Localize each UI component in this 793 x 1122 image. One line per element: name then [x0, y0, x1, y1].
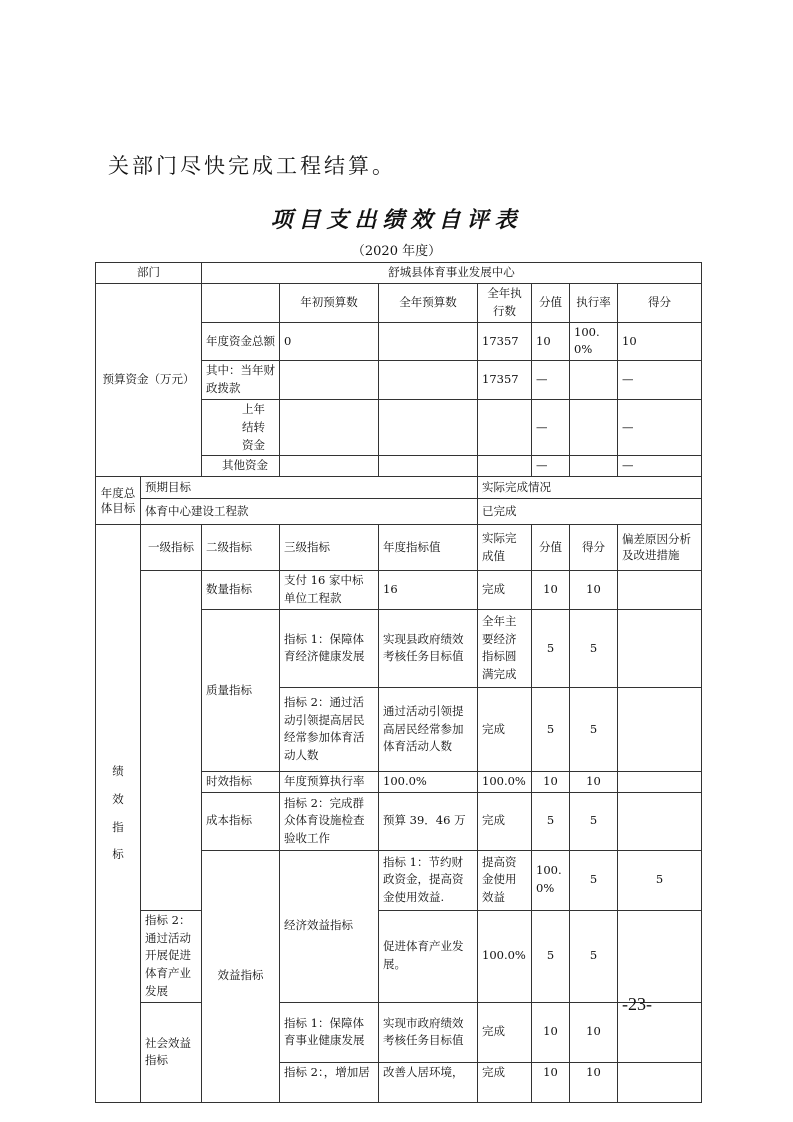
budget-cell: — — [618, 361, 702, 400]
budget-cell — [379, 456, 478, 477]
actual-cell: 100.0% — [478, 910, 532, 1002]
target-cell: 预算 39．46 万 — [379, 792, 478, 850]
budget-cell: 10 — [532, 322, 570, 361]
perf-col-header: 一级指标 — [141, 525, 202, 571]
budget-cell — [280, 399, 379, 455]
actual-cell: 100.0% — [478, 771, 532, 792]
budget-col-header: 得分 — [618, 284, 702, 323]
got-cell: 5 — [618, 850, 702, 910]
perf-label — [96, 525, 141, 1103]
budget-col-header: 分值 — [532, 284, 570, 323]
budget-cell: — — [618, 399, 702, 455]
goal-header-row — [96, 477, 702, 499]
got-cell: 5 — [570, 687, 618, 771]
budget-cell — [379, 399, 478, 455]
budget-label: 预算资金（万元） — [96, 284, 202, 477]
score-cell: 5 — [532, 687, 570, 771]
budget-col-header: 全年执行数 — [478, 284, 532, 323]
perf-col-header: 二级指标 — [202, 525, 280, 571]
budget-col-header: 执行率 — [570, 284, 618, 323]
perf-row — [96, 1002, 702, 1062]
level2-cell: 社会效益指标 — [141, 1002, 202, 1102]
budget-cell — [280, 456, 379, 477]
goal-expected-value: 体育中心建设工程款 — [141, 499, 478, 525]
got-cell: 5 — [570, 609, 618, 687]
budget-cell: — — [532, 361, 570, 400]
budget-cell: — — [618, 456, 702, 477]
level2-cell: 数量指标 — [202, 571, 280, 610]
page-subtitle: （2020 年度） — [351, 244, 442, 259]
got-cell: 10 — [570, 1002, 618, 1062]
perf-col-header: 三级指标 — [280, 525, 379, 571]
budget-header-row — [96, 284, 702, 323]
perf-col-header: 分值 — [532, 525, 570, 571]
target-cell: 实现县政府绩效考核任务目标值 — [379, 609, 478, 687]
level3-cell: 指标 1：保障体育事业健康发展 — [280, 1002, 379, 1062]
level3-cell: 指标 2：完成群众体育设施检查验收工作 — [280, 792, 379, 850]
budget-cell — [570, 456, 618, 477]
dept-row — [96, 263, 702, 284]
budget-cell — [478, 456, 532, 477]
goal-actual-label: 实际完成情况 — [478, 477, 702, 499]
perf-label-text: 绩效指标 — [112, 764, 124, 862]
budget-col-header: 年初预算数 — [280, 284, 379, 323]
target-cell: 16 — [379, 571, 478, 610]
dept-value: 舒城县体育事业发展中心 — [202, 263, 702, 284]
target-cell: 实现市政府绩效考核任务目标值 — [379, 1002, 478, 1062]
perf-row — [96, 571, 702, 610]
got-cell: 10 — [570, 571, 618, 610]
actual-cell: 完成 — [478, 1002, 532, 1062]
page-number: -23- — [622, 994, 652, 1014]
evaluation-table — [95, 262, 702, 1103]
actual-cell: 全年主要经济指标圆满完成 — [478, 609, 532, 687]
score-cell: 5 — [532, 792, 570, 850]
score-cell: 10 — [532, 1002, 570, 1062]
note-cell — [618, 771, 702, 792]
note-cell — [618, 1062, 702, 1102]
budget-cell — [478, 399, 532, 455]
budget-cell: — — [532, 399, 570, 455]
budget-cell: — — [532, 456, 570, 477]
budget-cell — [570, 361, 618, 400]
note-cell — [618, 792, 702, 850]
perf-col-header: 年度指标值 — [379, 525, 478, 571]
level3-cell: 指标 2：通过活动引领提高居民经常参加体育活动人数 — [280, 687, 379, 771]
perf-header-row — [96, 525, 702, 571]
level2-cell: 质量指标 — [202, 609, 280, 771]
level2-cell: 时效指标 — [202, 771, 280, 792]
budget-row-label: 年度资金总额 — [202, 322, 280, 361]
level1-benefit: 效益指标 — [202, 850, 280, 1102]
score-cell: 10 — [532, 771, 570, 792]
actual-cell: 完成 — [478, 792, 532, 850]
budget-cell: 100.0% — [570, 322, 618, 361]
goal-value-row — [96, 499, 702, 525]
budget-row-label: 上年结转资金 — [202, 399, 280, 455]
goal-label: 年度总体目标 — [96, 477, 141, 525]
budget-cell — [379, 361, 478, 400]
level2-cell: 经济效益指标 — [280, 850, 379, 1002]
perf-col-header: 实际完成值 — [478, 525, 532, 571]
budget-cell — [280, 361, 379, 400]
actual-cell: 完成 — [478, 687, 532, 771]
budget-cell — [379, 322, 478, 361]
dept-label: 部门 — [96, 263, 202, 284]
note-cell — [618, 571, 702, 610]
perf-col-header: 得分 — [570, 525, 618, 571]
got-cell: 5 — [570, 792, 618, 850]
target-cell: 促进体育产业发展。 — [379, 910, 478, 1002]
budget-row-label: 其中：当年财政拨款 — [202, 361, 280, 400]
score-cell: 5 — [532, 910, 570, 1002]
budget-cell: 0 — [280, 322, 379, 361]
page-title: 项目支出绩效自评表 — [270, 207, 523, 233]
level1-output — [141, 571, 202, 910]
goal-expected-label: 预期目标 — [141, 477, 478, 499]
target-cell: 通过活动引领提高居民经常参加体育活动人数 — [379, 687, 478, 771]
level3-cell: 支付 16 家中标单位工程款 — [280, 571, 379, 610]
level2-cell: 成本指标 — [202, 792, 280, 850]
level3-cell: 指标 2：通过活动开展促进体育产业发展 — [141, 910, 202, 1002]
got-cell: 10 — [570, 771, 618, 792]
budget-col-header: 全年预算数 — [379, 284, 478, 323]
target-cell: 100.0% — [379, 771, 478, 792]
score-cell: 5 — [570, 850, 618, 910]
lead-paragraph: 关部门尽快完成工程结算。 — [108, 154, 396, 178]
level3-cell: 指标 1：节约财政资金，提高资金使用效益. — [379, 850, 478, 910]
score-cell: 5 — [532, 609, 570, 687]
note-cell — [618, 910, 702, 1002]
level3-cell: 指标 1：保障体育经济健康发展 — [280, 609, 379, 687]
actual-cell: 完成 — [478, 1062, 532, 1102]
budget-cell: 10 — [618, 322, 702, 361]
goal-actual-value: 已完成 — [478, 499, 702, 525]
level3-cell: 年度预算执行率 — [280, 771, 379, 792]
budget-cell: 17357 — [478, 361, 532, 400]
perf-col-header: 偏差原因分析及改进措施 — [618, 525, 702, 571]
got-cell: 10 — [570, 1062, 618, 1102]
actual-cell: 100.0% — [532, 850, 570, 910]
level3-cell: 指标 2：，增加居 — [280, 1062, 379, 1102]
score-cell: 10 — [532, 571, 570, 610]
actual-cell: 完成 — [478, 571, 532, 610]
budget-row-label: 其他资金 — [202, 456, 280, 477]
target-cell: 改善人居环境， — [379, 1062, 478, 1102]
budget-header-blank — [202, 284, 280, 323]
score-cell: 10 — [532, 1062, 570, 1102]
note-cell — [618, 687, 702, 771]
got-cell: 5 — [570, 910, 618, 1002]
note-cell — [618, 609, 702, 687]
perf-row — [96, 910, 702, 1002]
budget-cell — [570, 399, 618, 455]
budget-cell: 17357 — [478, 322, 532, 361]
target-cell: 提高资金使用效益 — [478, 850, 532, 910]
